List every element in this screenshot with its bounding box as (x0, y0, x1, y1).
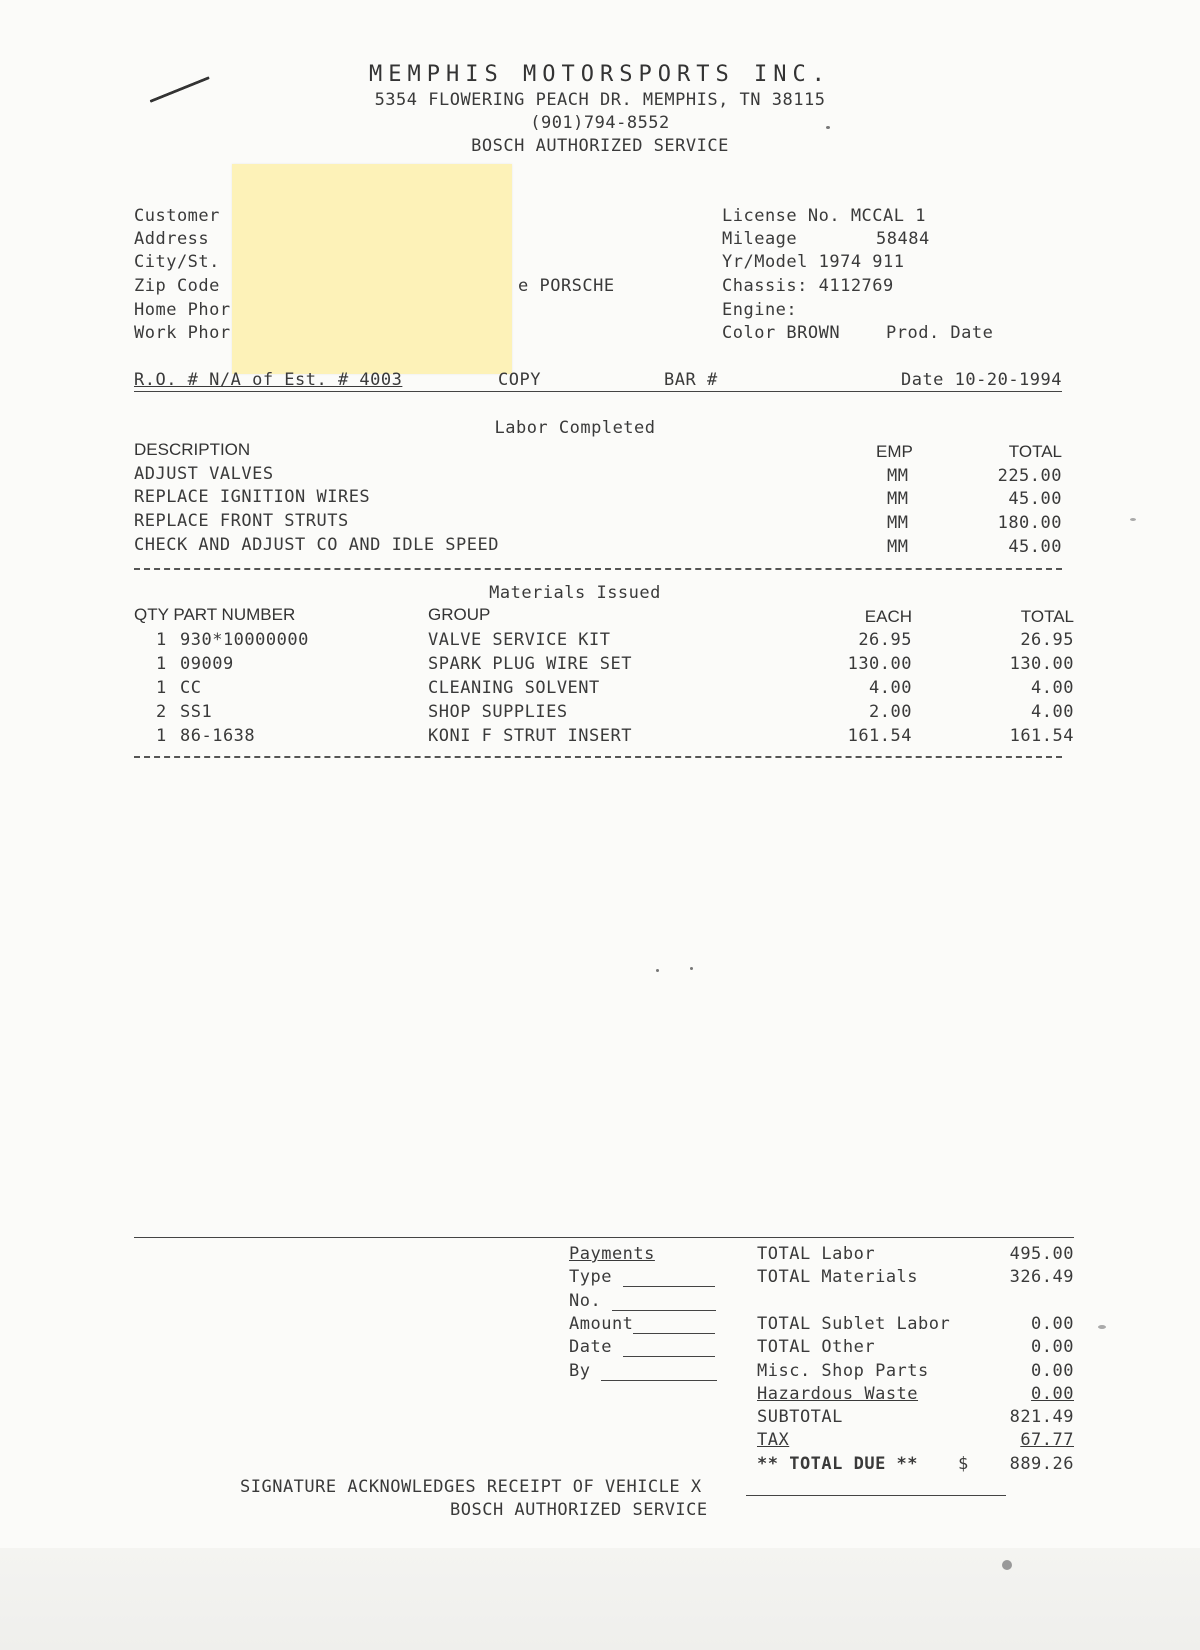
sticky-note (232, 164, 512, 374)
home-phone-label: Home Phor (134, 300, 231, 320)
total-due-label: ** TOTAL DUE ** (757, 1454, 919, 1474)
material-each: 161.54 (847, 726, 912, 746)
material-qty: 2 (156, 702, 167, 722)
color: Color BROWN (722, 323, 841, 343)
material-group: SPARK PLUG WIRE SET (428, 654, 632, 674)
material-part: CC (180, 678, 202, 698)
material-qty: 1 (156, 726, 167, 746)
materials-divider (134, 756, 1062, 758)
payment-amount-blank (633, 1317, 715, 1334)
payment-date-label: Date (569, 1337, 612, 1357)
material-total: 130.00 (1009, 654, 1074, 674)
material-qty: 1 (156, 654, 167, 674)
year-model: Yr/Model 1974 911 (722, 252, 905, 272)
company-service: BOSCH AUTHORIZED SERVICE (471, 136, 729, 156)
material-total: 4.00 (1031, 702, 1074, 722)
total-materials: 326.49 (1009, 1267, 1074, 1287)
payment-date (569, 1337, 715, 1357)
labor-total: 225.00 (997, 466, 1062, 486)
labor-emp: MM (887, 537, 909, 557)
labor-description: ADJUST VALVES (134, 464, 274, 484)
labor-header-description: DESCRIPTION (134, 440, 251, 459)
payment-no (569, 1291, 716, 1311)
material-each: 4.00 (869, 678, 912, 698)
labor-emp: MM (887, 513, 909, 533)
license-number: License No. MCCAL 1 (722, 206, 926, 226)
labor-header-total: TOTAL (1008, 442, 1062, 461)
material-group: KONI F STRUT INSERT (428, 726, 632, 746)
labor-emp: MM (887, 489, 909, 509)
labor-title: Labor Completed (494, 418, 656, 438)
address-label: Address (134, 229, 210, 249)
material-total: 161.54 (1009, 726, 1074, 746)
labor-description: REPLACE IGNITION WIRES (134, 487, 371, 507)
materials-header-each: EACH (864, 607, 912, 626)
scan-speck (690, 967, 693, 970)
labor-total: 180.00 (997, 513, 1062, 533)
tax-label: TAX (757, 1430, 790, 1450)
subtotal: 821.49 (1009, 1407, 1074, 1427)
material-part: 09009 (180, 654, 234, 674)
city-label: City/St. (134, 252, 220, 272)
hazardous-waste: 0.00 (1031, 1384, 1074, 1404)
materials-header-total: TOTAL (1020, 607, 1074, 626)
misc-shop-parts: 0.00 (1031, 1361, 1074, 1381)
material-each: 2.00 (869, 702, 912, 722)
tax: 67.77 (1020, 1430, 1074, 1450)
labor-emp: MM (887, 466, 909, 486)
scan-speck (826, 126, 830, 129)
customer-label: Customer (134, 206, 220, 226)
scan-speck (1002, 1560, 1012, 1570)
material-part: SS1 (180, 702, 213, 722)
mileage-value: 58484 (876, 229, 930, 249)
payment-by-label: By (569, 1361, 591, 1381)
materials-title: Materials Issued (489, 583, 661, 603)
labor-divider (134, 568, 1062, 570)
vehicle-make: e PORSCHE (518, 276, 615, 296)
prod-date: Prod. Date (886, 323, 994, 343)
payment-amount-label: Amount (569, 1314, 634, 1334)
hazardous-waste-label: Hazardous Waste (757, 1384, 919, 1404)
material-group: VALVE SERVICE KIT (428, 630, 611, 650)
payment-type-blank (623, 1270, 715, 1287)
labor-description: CHECK AND ADJUST CO AND IDLE SPEED (134, 535, 499, 555)
bar-number: BAR # (664, 370, 718, 390)
total-due: 889.26 (1009, 1454, 1074, 1474)
engine: Engine: (722, 300, 798, 320)
labor-total: 45.00 (1008, 537, 1062, 557)
ro-number: R.O. # N/A of Est. # 4003 (134, 370, 403, 390)
material-total: 26.95 (1020, 630, 1074, 650)
material-qty: 1 (156, 678, 167, 698)
total-materials-label: TOTAL Materials (757, 1267, 919, 1287)
payment-type-label: Type (569, 1267, 612, 1287)
material-qty: 1 (156, 630, 167, 650)
payment-type (569, 1267, 715, 1287)
chassis: Chassis: 4112769 (722, 276, 894, 296)
zip-label: Zip Code (134, 276, 220, 296)
footer-service: BOSCH AUTHORIZED SERVICE (450, 1500, 708, 1520)
signature-statement: SIGNATURE ACKNOWLEDGES RECEIPT OF VEHICLE X (240, 1477, 702, 1497)
total-labor: 495.00 (1009, 1244, 1074, 1264)
totals-rule (134, 1237, 1074, 1238)
scan-shadow (0, 1548, 1200, 1650)
payment-by-blank (601, 1364, 717, 1381)
company-phone: (901)794-8552 (530, 113, 670, 133)
materials-header-qty-part: QTY PART NUMBER (134, 605, 296, 624)
misc-shop-parts-label: Misc. Shop Parts (757, 1361, 929, 1381)
total-due-currency: $ (958, 1454, 969, 1474)
signature-line (746, 1495, 1006, 1496)
labor-total: 45.00 (1008, 489, 1062, 509)
total-other-label: TOTAL Other (757, 1337, 876, 1357)
labor-header-emp: EMP (876, 442, 913, 461)
total-other: 0.00 (1031, 1337, 1074, 1357)
payment-no-label: No. (569, 1291, 602, 1311)
material-each: 130.00 (847, 654, 912, 674)
total-labor-label: TOTAL Labor (757, 1244, 876, 1264)
company-name: MEMPHIS MOTORSPORTS INC. (369, 62, 831, 87)
material-total: 4.00 (1031, 678, 1074, 698)
payments-title: Payments (569, 1244, 655, 1264)
work-phone-label: Work Phor (134, 323, 231, 343)
material-part: 930*10000000 (180, 630, 309, 650)
payment-by (569, 1361, 717, 1381)
material-group: CLEANING SOLVENT (428, 678, 600, 698)
total-sublet: 0.00 (1031, 1314, 1074, 1334)
mileage-label: Mileage (722, 229, 798, 249)
company-address: 5354 FLOWERING PEACH DR. MEMPHIS, TN 38115 (374, 90, 826, 110)
scan-speck (1130, 518, 1136, 521)
material-each: 26.95 (858, 630, 912, 650)
payment-no-blank (612, 1294, 716, 1311)
invoice-date: Date 10-20-1994 (900, 370, 1062, 390)
ro-rule (134, 391, 1062, 392)
payment-date-blank (623, 1340, 715, 1357)
material-part: 86-1638 (180, 726, 256, 746)
material-group: SHOP SUPPLIES (428, 702, 568, 722)
materials-header-group: GROUP (428, 605, 491, 624)
total-sublet-label: TOTAL Sublet Labor (757, 1314, 951, 1334)
scan-speck (1098, 1325, 1106, 1329)
subtotal-label: SUBTOTAL (757, 1407, 843, 1427)
scan-speck (656, 969, 659, 972)
labor-description: REPLACE FRONT STRUTS (134, 511, 349, 531)
copy-label: COPY (498, 370, 541, 390)
payment-amount (569, 1314, 715, 1334)
